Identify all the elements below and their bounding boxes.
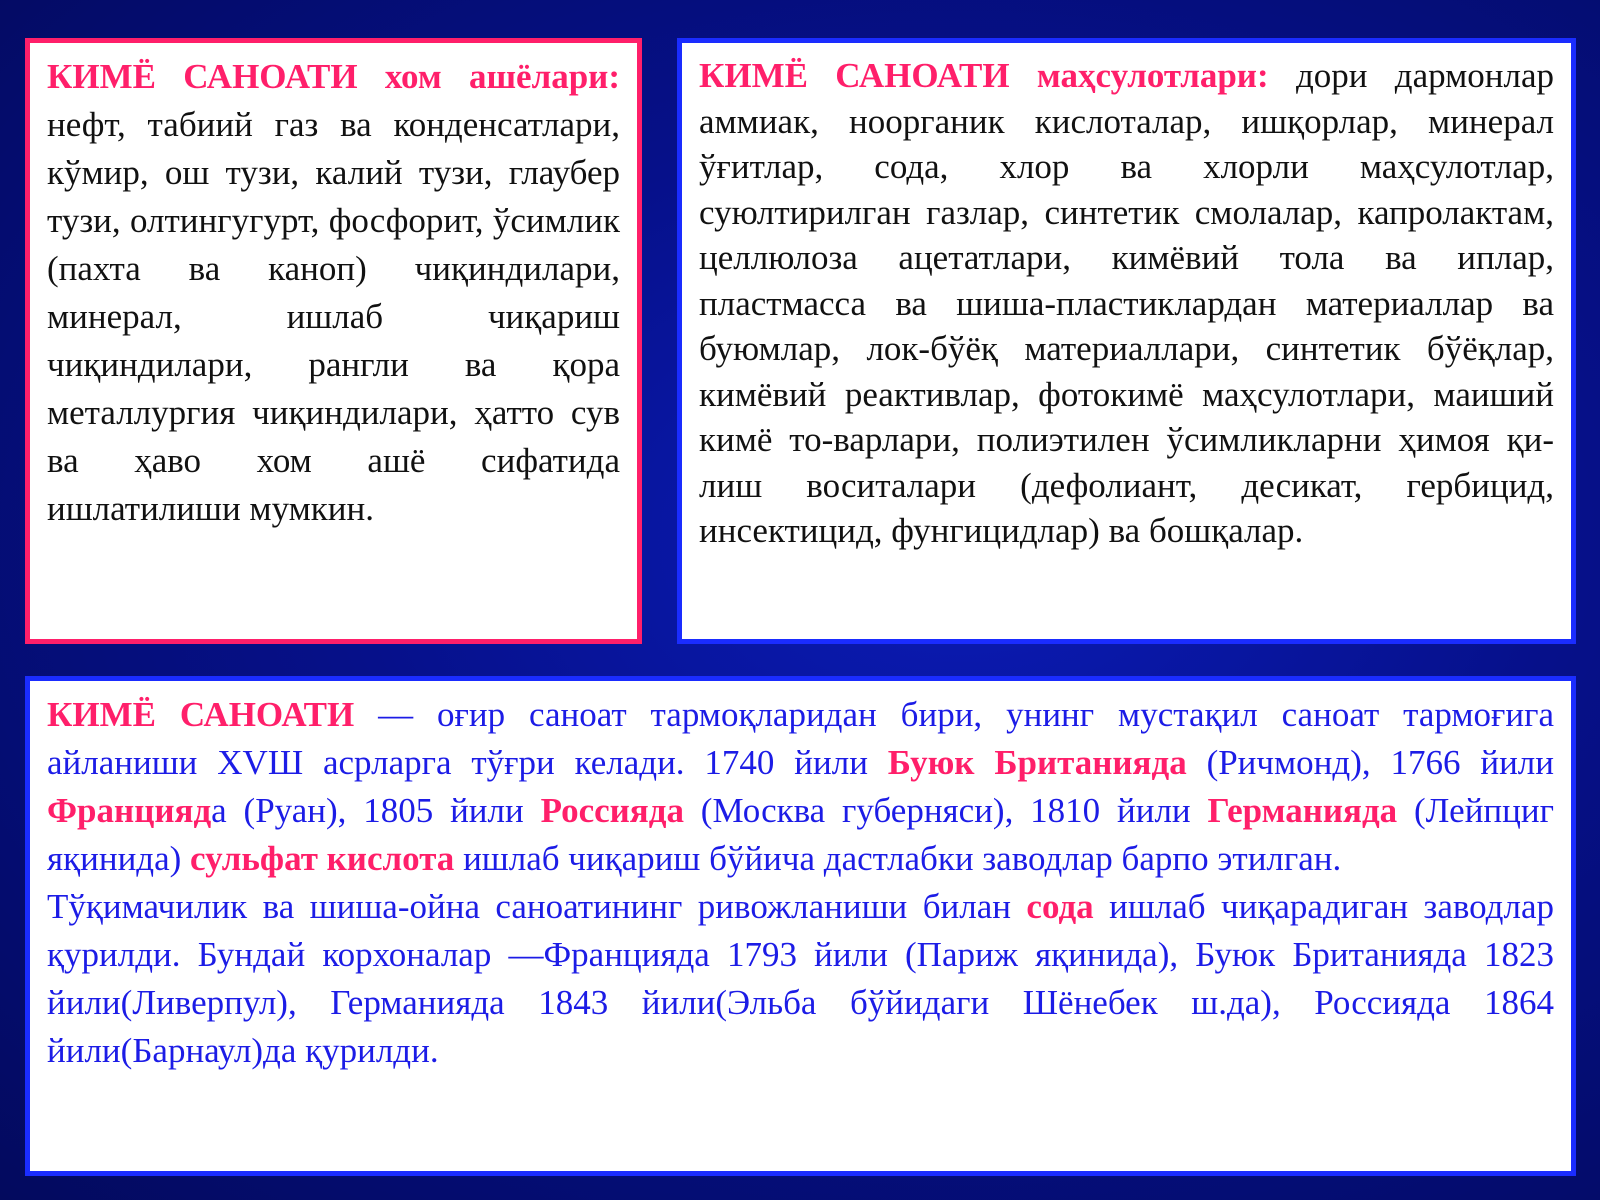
history-text: (Лейпциг яқинида) [47,791,1554,878]
history-text: — оғир саноат тармоқларидан бири, унинг мустақил саноат тармоғига айланиши XVШ асрларга тўғри келади. 1740 йили [47,695,1555,782]
history-text: ишлаб чиқарадиган заводлар қурилди. Бундай корхоналар —Францияда 1793 йили (Париж яқинида), Буюк Британияда 1823 йили(Ливерпул), Германияда 1843 йили(Эльба бўйидаги Шёнебек ш.да), Россияда 1864 йили(Барнаул)да қурилди. [47,887,1554,1070]
highlight-france: Францияд [47,791,212,830]
products-body: дори дармонлар аммиак, ноорганик кислоталар, ишқорлар, минерал ўғитлар, сода, хлор ва хлорли маҳсулотлар, суюлтирилган газлар, синтетик смолалар, капролактам, целлюлоза ацетатлари, кимёвий тола ва иплар, пластмасса ва шиша-пластиклардан материаллар ва буюмлар, лок-бўёқ материаллари, синтетик бўёқлар, кимёвий реактивлар, фотокимё маҳсулотлари, маиший кимё то-варлари, полиэтилен ўсимликларни ҳимоя қи-лиш воситалари (дефолиант, десикат, гербицид, инсектицид, фунгицидлар) ва бошқалар. [699,56,1554,550]
products-text [699,53,1554,554]
history-paragraph-1 [47,691,1554,883]
highlight-russia: Россияда [540,791,684,830]
products-title: КИМЁ САНОАТИ маҳсулотлари: [699,56,1269,95]
highlight-britain: Буюк Британияда [887,743,1187,782]
history-text: (Москва губерняси), 1810 йили [683,791,1208,830]
highlight-germany: Германияда [1207,791,1398,830]
highlight-sulfuric-acid: сульфат кислота [190,839,455,878]
history-text: (Ричмонд), 1766 йили [1186,743,1554,782]
history-panel [25,676,1576,1176]
history-text: Тўқимачилик ва шиша-ойна саноатининг ривожланиши билан [47,887,1027,926]
history-text: ишлаб чиқариш бўйича дастлабки заводлар барпо этилган. [454,839,1342,878]
raw-materials-text [47,53,620,533]
raw-materials-body: нефт, табиий газ ва конденсатлари, кўмир, ош тузи, калий тузи, глаубер тузи, олтингугурт, фосфорит, ўсимлик (пахта ва каноп) чиқиндилари, минерал, ишлаб чиқариш чиқиндилари, рангли ва қора металлургия чиқиндилари, ҳатто сув ва ҳаво хом ашё сифатида ишлатилиши мумкин. [47,105,620,528]
raw-materials-panel [25,38,642,644]
raw-materials-title: КИМЁ САНОАТИ хом ашёлари: [47,57,620,96]
highlight-soda: сода [1026,887,1094,926]
history-lead-term: КИМЁ САНОАТИ [47,695,355,734]
history-text: а (Руан), 1805 йили [211,791,541,830]
products-panel [677,38,1576,644]
history-paragraph-2 [47,883,1554,1075]
